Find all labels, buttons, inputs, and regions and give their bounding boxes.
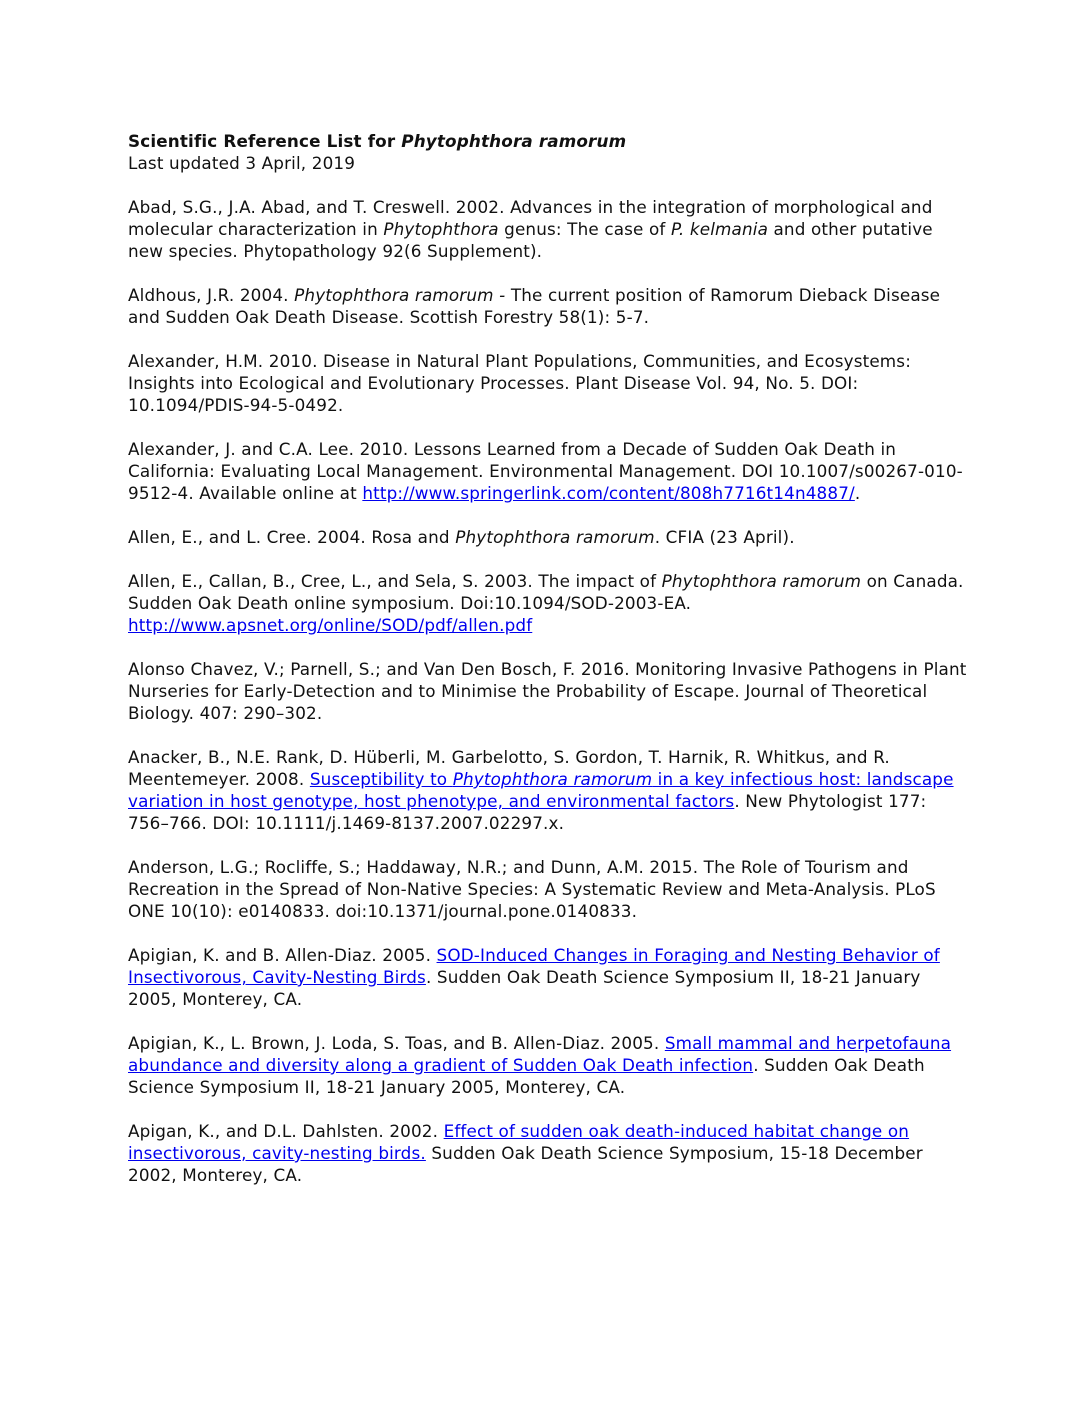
reference-text: . Sudden Oak Death Science Symposium II, 18-21 January 2005, Monterey, CA. — [128, 1055, 925, 1097]
reference-text: Anacker, B., N.E. Rank, D. Hüberli, M. Garbelotto, S. Gordon, T. Harnik, R. Whitkus, and R. Meentemeyer. 2008. — [128, 747, 890, 789]
reference-entry — [128, 350, 968, 416]
reference-link[interactable]: http://www.springerlink.com/content/808h7716t14n4887/ — [362, 483, 855, 503]
reference-text: Allen, E., and L. Cree. 2004. Rosa and — [128, 527, 456, 547]
reference-text: Aldhous, J.R. 2004. — [128, 285, 295, 305]
reference-text: . — [854, 483, 861, 503]
reference-text: The current position of Ramorum Dieback Disease and Sudden Oak Death Disease. Scottish Forestry 58(1): 5-7. — [128, 285, 941, 327]
reference-entry — [128, 570, 968, 636]
reference-text: . Sudden Oak Death Science Symposium II, 18-21 January 2005, Monterey, CA. — [128, 967, 921, 1009]
reference-entry — [128, 746, 968, 834]
title-prefix: Scientific Reference List for — [128, 131, 402, 151]
reference-entry — [128, 1032, 968, 1098]
reference-text: Alonso Chavez, V.; Parnell, S.; and Van Den Bosch, F. 2016. Monitoring Invasive Pathogens in Plant Nurseries for Early-Detection and to Minimise the Probability of Escape. Journal of Theoretical Biology. 407: 290–302. — [128, 659, 967, 723]
reference-entry — [128, 284, 968, 328]
reference-entry — [128, 438, 968, 504]
reference-link[interactable]: Susceptibility to — [309, 769, 453, 789]
reference-text: Apigan, K., and D.L. Dahlsten. 2002. — [128, 1121, 444, 1141]
reference-text: genus: The case of — [498, 219, 671, 239]
reference-entry — [128, 196, 968, 262]
reference-text: Apigian, K., L. Brown, J. Loda, S. Toas, and B. Allen-Diaz. 2005. — [128, 1033, 665, 1053]
reference-text: Sudden Oak Death Science Symposium, 15-18 December 2002, Monterey, CA. — [128, 1143, 923, 1185]
reference-entry — [128, 856, 968, 922]
reference-link[interactable]: Small mammal and herpetofauna abundance and diversity along a gradient of Sudden Oak Death infection — [128, 1033, 952, 1075]
last-updated: Last updated 3 April, 2019 — [128, 153, 356, 173]
title-species: Phytophthora ramorum — [401, 131, 627, 151]
reference-entry — [128, 526, 968, 548]
document-page — [128, 130, 968, 1208]
reference-link[interactable]: in a key infectious host: landscape variation in host genotype, host phenotype, and environmental factors — [128, 769, 954, 811]
reference-text: . CFIA (23 April). — [654, 527, 795, 547]
reference-text: Allen, E., Callan, B., Cree, L., and Sela, S. 2003. The impact of — [128, 571, 662, 591]
reference-text: Alexander, H.M. 2010. Disease in Natural Plant Populations, Communities, and Ecosystems: Insights into Ecological and Evolutionary Processes. Plant Disease Vol. 94, No. 5. DOI: 10.1094/PDIS-94-5-0492. — [128, 351, 911, 415]
document-title — [128, 130, 968, 152]
reference-text: . New Phytologist 177: 756–766. DOI: 10.1111/j.1469-8137.2007.02297.x. — [128, 791, 927, 833]
reference-entry — [128, 944, 968, 1010]
reference-entry — [128, 658, 968, 724]
reference-entry — [128, 1120, 968, 1186]
italic-text: Phytophthora ramorum - — [294, 285, 506, 305]
reference-text: and other putative new species. Phytopathology 92(6 Supplement). — [128, 219, 933, 261]
reference-link[interactable]: Effect of sudden oak death-induced habitat change on insectivorous, cavity-nesting birds. — [128, 1121, 910, 1163]
italic-text: Phytophthora — [383, 219, 499, 239]
reference-link[interactable]: http://www.apsnet.org/online/SOD/pdf/allen.pdf — [128, 615, 533, 635]
reference-text: on Canada. Sudden Oak Death online symposium. Doi:10.1094/SOD-2003-EA. — [128, 571, 964, 613]
reference-link[interactable]: Phytophthora ramorum — [452, 769, 653, 789]
reference-text: Apigian, K. and B. Allen-Diaz. 2005. — [128, 945, 437, 965]
reference-text: Alexander, J. and C.A. Lee. 2010. Lessons Learned from a Decade of Sudden Oak Death in California: Evaluating Local Management. Environmental Management. DOI 10.1007/s00267-010-9512-4. Available online at — [128, 439, 963, 503]
reference-link[interactable]: SOD-Induced Changes in Foraging and Nesting Behavior of Insectivorous, Cavity-Nesting Birds — [128, 945, 940, 987]
reference-text: Abad, S.G., J.A. Abad, and T. Creswell. 2002. Advances in the integration of morphological and molecular characterization in — [128, 197, 933, 239]
italic-text: Phytophthora ramorum — [661, 571, 862, 591]
italic-text: Phytophthora ramorum — [455, 527, 655, 547]
reference-list — [128, 196, 968, 1186]
italic-text: P. kelmania — [670, 219, 768, 239]
reference-text: Anderson, L.G.; Rocliffe, S.; Haddaway, N.R.; and Dunn, A.M. 2015. The Role of Tourism and Recreation in the Spread of Non-Native Species: A Systematic Review and Meta-Analysis. PLoS ONE 10(10): e0140833. doi:10.1371/journal.pone.0140833. — [128, 857, 936, 921]
